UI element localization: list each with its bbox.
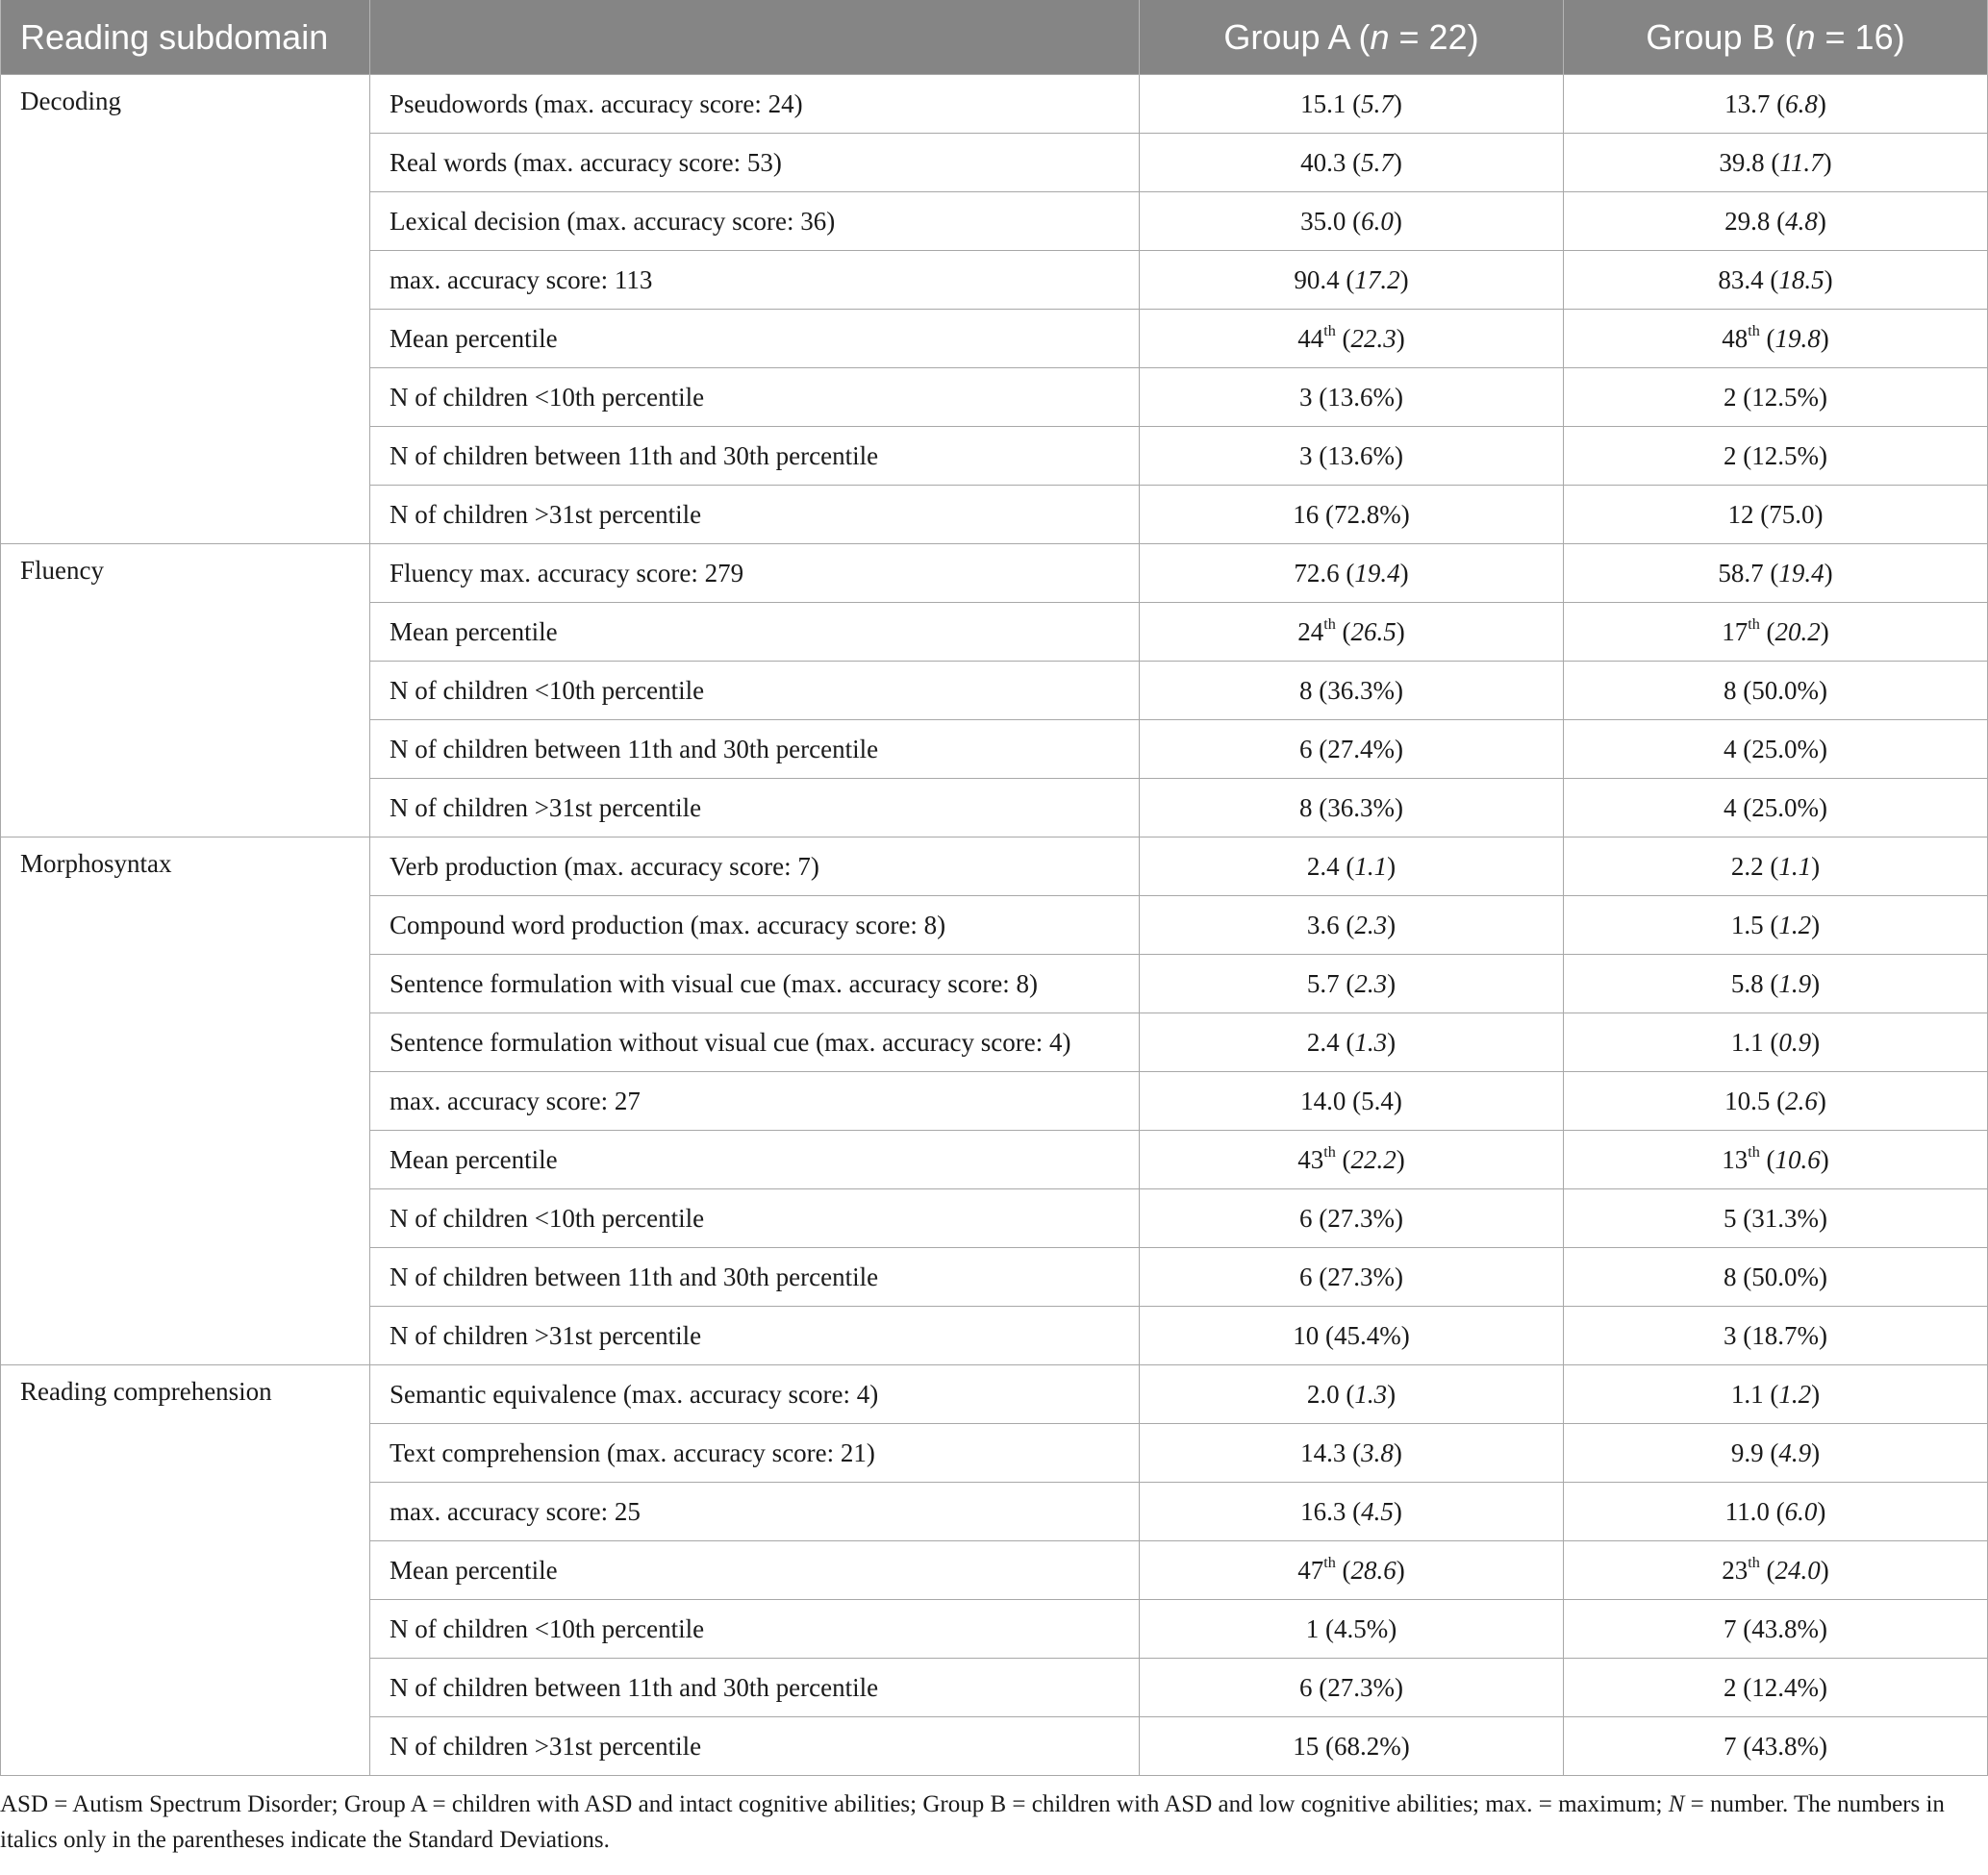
- measure-label-cell: N of children between 11th and 30th percentile: [370, 1248, 1140, 1307]
- group-a-value-cell: 24th (26.5): [1140, 603, 1564, 662]
- measure-label-cell: Compound word production (max. accuracy score: 8): [370, 896, 1140, 955]
- group-b-value-cell: 1.1 (1.2): [1564, 1365, 1988, 1424]
- group-a-value-cell: 2.4 (1.1): [1140, 838, 1564, 896]
- group-a-value-cell: 43th (22.2): [1140, 1131, 1564, 1189]
- measure-label-cell: Verb production (max. accuracy score: 7): [370, 838, 1140, 896]
- group-a-value-cell: 5.7 (2.3): [1140, 955, 1564, 1013]
- group-a-value-cell: 10 (45.4%): [1140, 1307, 1564, 1365]
- group-a-value-cell: 2.4 (1.3): [1140, 1013, 1564, 1072]
- group-a-value-cell: 15.1 (5.7): [1140, 75, 1564, 134]
- group-b-value-cell: 17th (20.2): [1564, 603, 1988, 662]
- group-a-value-cell: 6 (27.3%): [1140, 1189, 1564, 1248]
- group-a-value-cell: 1 (4.5%): [1140, 1600, 1564, 1659]
- table-row: [1, 838, 1988, 896]
- table-footnote: ASD = Autism Spectrum Disorder; Group A = children with ASD and intact cognitive abilities; Group B = children with ASD and low cognitive abilities; max. = maximum; N = number. The numbers in italics only in the parentheses indicate the Standard Deviations.: [0, 1791, 1945, 1853]
- group-b-value-cell: 5 (31.3%): [1564, 1189, 1988, 1248]
- group-b-value-cell: 2 (12.5%): [1564, 427, 1988, 486]
- group-a-value-cell: 3 (13.6%): [1140, 427, 1564, 486]
- table-row: [1, 544, 1988, 603]
- group-b-value-cell: 7 (43.8%): [1564, 1717, 1988, 1776]
- measure-label-cell: Pseudowords (max. accuracy score: 24): [370, 75, 1140, 134]
- group-b-value-cell: 2 (12.4%): [1564, 1659, 1988, 1717]
- group-b-value-cell: 4 (25.0%): [1564, 720, 1988, 779]
- group-b-value-cell: 3 (18.7%): [1564, 1307, 1988, 1365]
- group-b-value-cell: 23th (24.0): [1564, 1541, 1988, 1600]
- measure-label-cell: N of children <10th percentile: [370, 368, 1140, 427]
- header-group-a: Group A (n = 22): [1140, 0, 1564, 75]
- measure-label-cell: N of children between 11th and 30th percentile: [370, 1659, 1140, 1717]
- measure-label-cell: N of children >31st percentile: [370, 779, 1140, 838]
- group-a-value-cell: 15 (68.2%): [1140, 1717, 1564, 1776]
- measure-label-cell: N of children >31st percentile: [370, 486, 1140, 544]
- group-b-value-cell: 5.8 (1.9): [1564, 955, 1988, 1013]
- measure-label-cell: max. accuracy score: 113: [370, 251, 1140, 310]
- group-b-value-cell: 2.2 (1.1): [1564, 838, 1988, 896]
- group-b-value-cell: 8 (50.0%): [1564, 662, 1988, 720]
- group-a-value-cell: 16.3 (4.5): [1140, 1483, 1564, 1541]
- subdomain-cell: Decoding: [1, 75, 370, 544]
- measure-label-cell: Sentence formulation with visual cue (max. accuracy score: 8): [370, 955, 1140, 1013]
- table-body: [1, 75, 1988, 1776]
- group-b-value-cell: 39.8 (11.7): [1564, 134, 1988, 192]
- group-b-value-cell: 13.7 (6.8): [1564, 75, 1988, 134]
- measure-label-cell: max. accuracy score: 25: [370, 1483, 1140, 1541]
- group-b-value-cell: 12 (75.0): [1564, 486, 1988, 544]
- group-a-value-cell: 8 (36.3%): [1140, 779, 1564, 838]
- measure-label-cell: max. accuracy score: 27: [370, 1072, 1140, 1131]
- group-a-value-cell: 14.3 (3.8): [1140, 1424, 1564, 1483]
- group-b-value-cell: 48th (19.8): [1564, 310, 1988, 368]
- measure-label-cell: Text comprehension (max. accuracy score: 21): [370, 1424, 1140, 1483]
- group-b-value-cell: 1.1 (0.9): [1564, 1013, 1988, 1072]
- measure-label-cell: Real words (max. accuracy score: 53): [370, 134, 1140, 192]
- table-row: [1, 75, 1988, 134]
- measure-label-cell: Fluency max. accuracy score: 279: [370, 544, 1140, 603]
- group-a-value-cell: 72.6 (19.4): [1140, 544, 1564, 603]
- group-a-value-cell: 8 (36.3%): [1140, 662, 1564, 720]
- group-b-value-cell: 13th (10.6): [1564, 1131, 1988, 1189]
- measure-label-cell: N of children <10th percentile: [370, 1189, 1140, 1248]
- measure-label-cell: N of children <10th percentile: [370, 662, 1140, 720]
- group-b-value-cell: 7 (43.8%): [1564, 1600, 1988, 1659]
- group-a-value-cell: 2.0 (1.3): [1140, 1365, 1564, 1424]
- group-a-value-cell: 40.3 (5.7): [1140, 134, 1564, 192]
- subdomain-cell: Reading comprehension: [1, 1365, 370, 1776]
- measure-label-cell: Sentence formulation without visual cue (max. accuracy score: 4): [370, 1013, 1140, 1072]
- group-a-value-cell: 47th (28.6): [1140, 1541, 1564, 1600]
- group-a-value-cell: 6 (27.3%): [1140, 1659, 1564, 1717]
- header-group-b: Group B (n = 16): [1564, 0, 1988, 75]
- measure-label-cell: N of children between 11th and 30th percentile: [370, 720, 1140, 779]
- header-subdomain: Reading subdomain: [1, 0, 370, 75]
- subdomain-cell: Fluency: [1, 544, 370, 838]
- group-b-value-cell: 2 (12.5%): [1564, 368, 1988, 427]
- group-a-value-cell: 44th (22.3): [1140, 310, 1564, 368]
- group-b-value-cell: 8 (50.0%): [1564, 1248, 1988, 1307]
- measure-label-cell: Mean percentile: [370, 1131, 1140, 1189]
- measure-label-cell: Lexical decision (max. accuracy score: 36): [370, 192, 1140, 251]
- measure-label-cell: N of children between 11th and 30th percentile: [370, 427, 1140, 486]
- group-b-value-cell: 1.5 (1.2): [1564, 896, 1988, 955]
- measure-label-cell: Mean percentile: [370, 1541, 1140, 1600]
- group-b-value-cell: 10.5 (2.6): [1564, 1072, 1988, 1131]
- group-b-value-cell: 9.9 (4.9): [1564, 1424, 1988, 1483]
- group-a-value-cell: 90.4 (17.2): [1140, 251, 1564, 310]
- header-measure: [370, 0, 1140, 75]
- group-a-value-cell: 3.6 (2.3): [1140, 896, 1564, 955]
- measure-label-cell: Mean percentile: [370, 603, 1140, 662]
- group-b-value-cell: 83.4 (18.5): [1564, 251, 1988, 310]
- measure-label-cell: N of children >31st percentile: [370, 1307, 1140, 1365]
- group-b-value-cell: 29.8 (4.8): [1564, 192, 1988, 251]
- group-b-value-cell: 4 (25.0%): [1564, 779, 1988, 838]
- measure-label-cell: Semantic equivalence (max. accuracy score: 4): [370, 1365, 1140, 1424]
- table-row: [1, 1365, 1988, 1424]
- table-header-row: [1, 0, 1988, 75]
- group-a-value-cell: 6 (27.3%): [1140, 1248, 1564, 1307]
- group-a-value-cell: 35.0 (6.0): [1140, 192, 1564, 251]
- group-b-value-cell: 11.0 (6.0): [1564, 1483, 1988, 1541]
- measure-label-cell: Mean percentile: [370, 310, 1140, 368]
- group-a-value-cell: 3 (13.6%): [1140, 368, 1564, 427]
- group-a-value-cell: 14.0 (5.4): [1140, 1072, 1564, 1131]
- group-a-value-cell: 6 (27.4%): [1140, 720, 1564, 779]
- measure-label-cell: N of children <10th percentile: [370, 1600, 1140, 1659]
- measure-label-cell: N of children >31st percentile: [370, 1717, 1140, 1776]
- group-b-value-cell: 58.7 (19.4): [1564, 544, 1988, 603]
- subdomain-cell: Morphosyntax: [1, 838, 370, 1365]
- group-a-value-cell: 16 (72.8%): [1140, 486, 1564, 544]
